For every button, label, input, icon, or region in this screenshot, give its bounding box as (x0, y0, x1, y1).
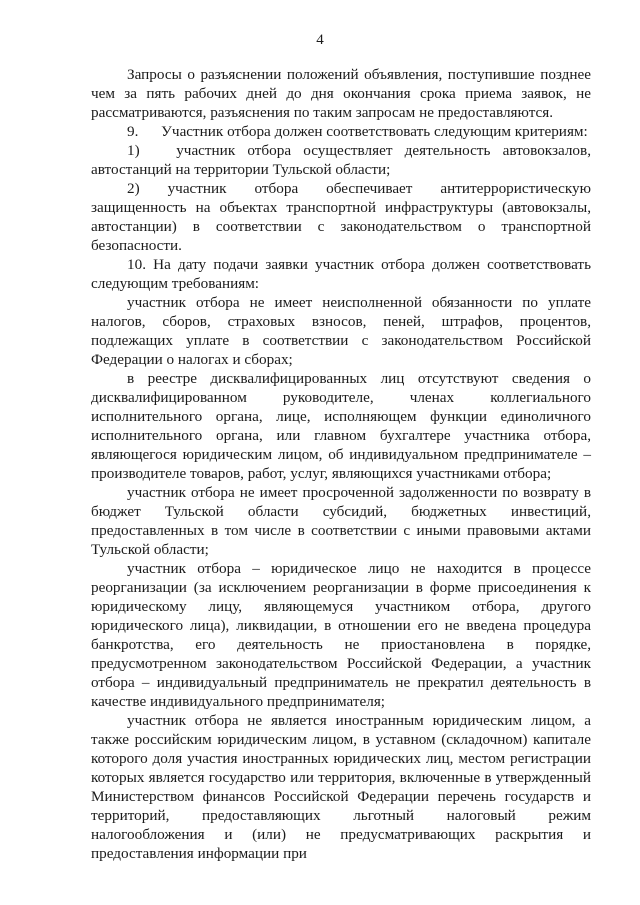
paragraph-requirement-taxes: участник отбора не имеет неисполненной обязанности по уплате налогов, сборов, страховых взносов, пеней, штрафов, процентов, подлежащих уплате в соответствии с законодательством Российской Федерации о налогах и сборах; (91, 294, 591, 368)
paragraph-requirement-budget-debt: участник отбора не имеет просроченной задолженности по возврату в бюджет Тульской области субсидий, бюджетных инвестиций, предоставленных в том числе в соответствии с иными правовыми актами Тульской области; (91, 484, 591, 558)
paragraph-9-criteria: 9. Участник отбора должен соответствовать следующим критериям: (127, 123, 588, 140)
paragraph-clarification-requests: Запросы о разъяснении положений объявления, поступившие позднее чем за пять рабочих дней до дня окончания срока приема заявок, не рассматриваются, разъяснения по таким запросам не предоставляются. (91, 66, 591, 121)
paragraph-criterion-1: 1) участник отбора осуществляет деятельность автовокзалов, автостанций на территории Тульской области; (91, 142, 591, 178)
paragraph-requirement-disqualified: в реестре дисквалифицированных лиц отсутствуют сведения о дисквалифицированном руководителе, членах коллегиального исполнительного органа, лице, исполняющем функции единоличного исполнительного органа, или главном бухгалтере участника отбора, являющегося юридическим лицом, об индивидуальном предпринимателе – производителе товаров, работ, услуг, являющихся участниками отбора; (91, 370, 591, 482)
paragraph-10-requirements: 10. На дату подачи заявки участник отбора должен соответствовать следующим требованиям: (91, 256, 591, 292)
page-number: 4 (316, 32, 324, 48)
document-body (91, 65, 591, 863)
paragraph-requirement-reorganization: участник отбора – юридическое лицо не находится в процессе реорганизации (за исключением реорганизации в форме присоединения к юридическому лицу, являющемуся участником отбора, другого юридического лица), ликвидации, в отношении его не введена процедура банкротства, его деятельность не приостановлена в порядке, предусмотренном законодательством Российской Федерации, а участник отбора – индивидуальный предприниматель не прекратил деятельность в качестве индивидуального предпринимателя; (91, 560, 591, 710)
paragraph-criterion-2: 2) участник отбора обеспечивает антитеррористическую защищенность на объектах транспортной инфраструктуры (автовокзалы, автостанции) в соответствии с законодательством о транспортной безопасности. (91, 180, 591, 254)
paragraph-requirement-foreign-entity: участник отбора не является иностранным юридическим лицом, а также российским юридическим лицом, в уставном (складочном) капитале которого доля участия иностранных юридических лиц, местом регистрации которых является государство или территория, включенные в утвержденный Министерством финансов Российской Федерации перечень государств и территорий, предоставляющих льготный налоговый режим налогообложения и (или) не предусматривающих раскрытия и предоставления информации при (91, 712, 591, 862)
